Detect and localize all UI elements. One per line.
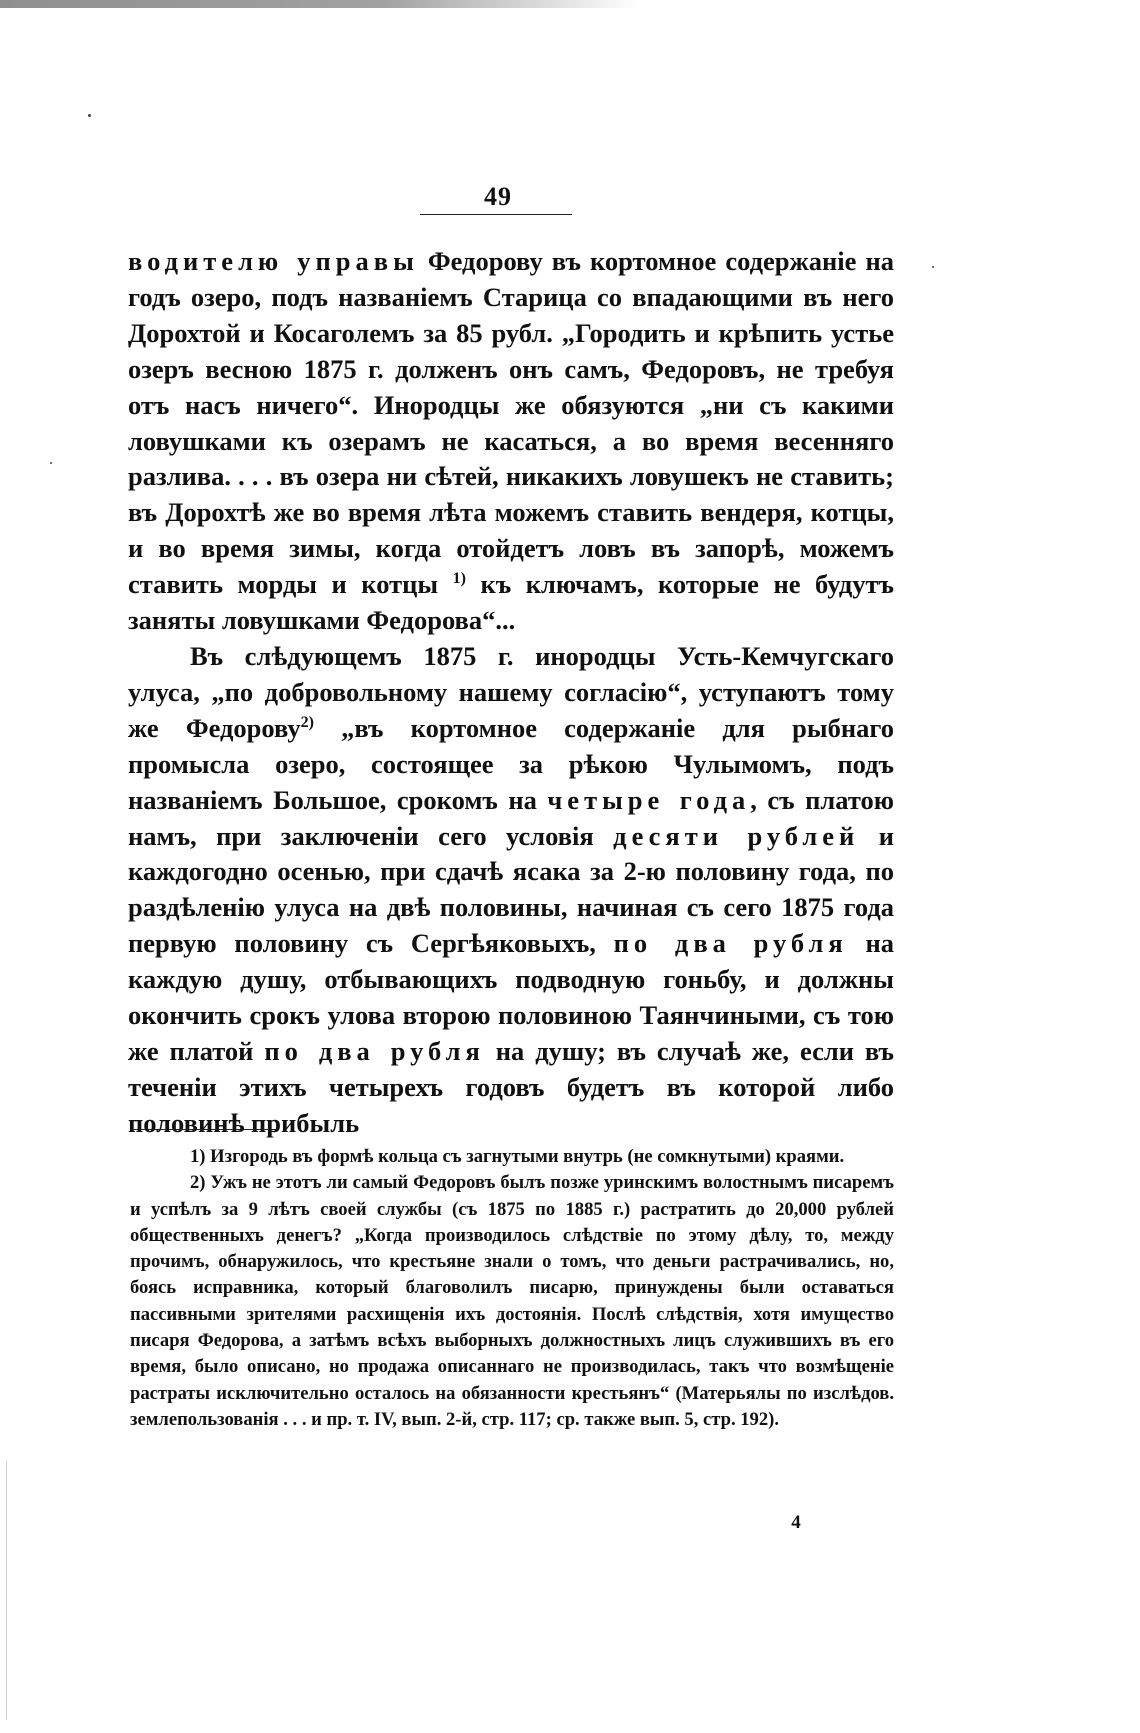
scan-speck bbox=[932, 266, 934, 268]
paragraph-2-text: „въ кортомное содержаніе для рыбнаго промысла озеро, состоящее за рѣкою Чулымомъ, подъ названіемъ Большое, срокомъ на bbox=[128, 712, 894, 815]
spaced-emphasis: десяти рублей bbox=[613, 820, 860, 851]
spaced-emphasis: четыре года bbox=[547, 784, 751, 815]
paragraph-2-text: Въ слѣдующемъ 1875 г. инородцы Усть-Кемчугскаго улуса, „по добровольному нашему согласію“, уступаютъ тому же Федорову bbox=[128, 640, 894, 743]
scan-margin-line bbox=[6, 1460, 7, 1720]
main-text bbox=[128, 244, 894, 1142]
paragraph-1-text: Федорову въ кортомное содержаніе на годъ озеро, подъ названіемъ Старица со впадающими въ него Дорохтой и Косаголемъ за 85 рубл. „Городить и крѣпить устье озеръ весною 1875 г. долженъ онъ самъ, Федоровъ, не требуя отъ насъ ничего“. Инородцы же обязуются „ни съ какими ловушками къ озерамъ не касаться, а во время весенняго разлива. . . . въ озера ни сѣтей, никакихъ ловушекъ не ставить; въ Дорохтѣ же во время лѣта можемъ ставить вендеря, котцы, и во время зимы, когда отойдетъ ловъ въ запорѣ, можемъ ставить морды и котцы bbox=[128, 246, 894, 600]
paragraph-1-text-end: къ ключамъ, которые не будутъ заняты ловушками Федорова“... bbox=[128, 569, 894, 636]
footnote-rule bbox=[130, 1129, 276, 1130]
scan-edge-artifact bbox=[0, 0, 640, 8]
paragraph-1 bbox=[128, 244, 894, 639]
spaced-emphasis: по два рубля bbox=[613, 928, 848, 959]
footnote-1: 1) Изгородь въ формѣ кольца съ загнутыми внутрь (не сомкнутыми) краями. bbox=[190, 1146, 845, 1167]
paragraph-2-text: на каждую душу, отбывающихъ подводную гоньбу, и должны окончить срокъ улова второю половиною Таянчиными, съ тою же платой bbox=[128, 928, 894, 1066]
footnote-ref-2: 2) bbox=[300, 713, 314, 731]
spaced-emphasis: водителю управы bbox=[128, 246, 419, 276]
footnote-2: 2) Ужъ не этотъ ли самый Федоровъ былъ позже уринскимъ волостнымъ писаремъ и успѣлъ за 9 лѣтъ своей службы (съ 1875 по 1885 г.) растратить до 20,000 рублей общественныхъ денегъ? „Когда производилось слѣдствіе по этому дѣлу, то, между прочимъ, обнаружилось, что крестьяне знали о томъ, что деньги растрачивались, но, боясь исправника, который благоволилъ писарю, принуждены были оставаться пассивными зрителями расхищенія ихъ достоянія. Послѣ слѣдствія, хотя имущество писаря Федорова, а затѣмъ всѣхъ выборныхъ должностныхъ лицъ служившихъ въ его время, было описано, но продажа описаннаго не производилась, такъ что возмѣщеніе растраты исключительно осталось на обязанности крестьянъ“ (Матерьялы по изслѣдов. землепользованія . . . и пр. т. IV, вып. 2-й, стр. 117; ср. также вып. 5, стр. 192). bbox=[130, 1172, 894, 1430]
scan-speck bbox=[88, 114, 91, 117]
spaced-emphasis: по два рубля bbox=[264, 1035, 485, 1066]
paragraph-2 bbox=[128, 639, 894, 1142]
page-number: 49 bbox=[484, 182, 512, 211]
paragraph-2-text: на душу; въ случаѣ же, если въ теченіи этихъ четырехъ годовъ будетъ въ которой либо половинѣ прибыль bbox=[128, 1035, 895, 1138]
sheet-signature: 4 bbox=[791, 1512, 801, 1533]
paragraph-2-text: и каждогодно осенью, при сдачѣ ясака за 2-ю половину года, по раздѣленію улуса на двѣ половины, начиная съ сего 1875 года первую половину съ Сергѣяковыхъ, bbox=[128, 820, 894, 959]
footnote-ref-1: 1) bbox=[452, 570, 466, 588]
footnotes bbox=[130, 1144, 894, 1433]
page-number-rule bbox=[420, 214, 572, 215]
paragraph-2-text: , съ платою намъ, при заключеніи сего условія bbox=[128, 784, 894, 851]
scan-speck bbox=[50, 462, 52, 464]
